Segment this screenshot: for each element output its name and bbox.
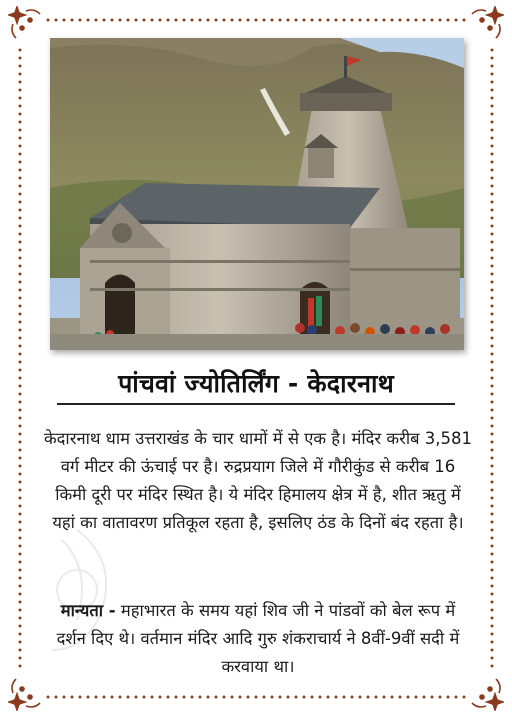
kedarnath-temple-photo xyxy=(50,38,464,350)
belief-text: महाभारत के समय यहां शिव जी ने पांडवों को बेल रूप में दर्शन दिए थे। वर्तमान मंदिर आदि गुरु शंकराचार्य ने 8वीं-9वीं सदी में करवाया था। xyxy=(56,601,460,676)
belief-label: मान्यता - xyxy=(60,601,116,620)
title-underline xyxy=(57,403,455,405)
corner-ornament-icon xyxy=(470,6,504,40)
corner-ornament-icon xyxy=(470,677,504,711)
belief-paragraph xyxy=(44,597,472,681)
corner-ornament-icon xyxy=(8,6,42,40)
border-top xyxy=(44,16,468,24)
border-right xyxy=(488,46,496,671)
corner-ornament-icon xyxy=(8,677,42,711)
page-title: पांचवां ज्योतिर्लिंग - केदारनाथ xyxy=(118,369,394,398)
temple-illustration xyxy=(50,38,464,350)
description-paragraph: केदारनाथ धाम उत्तराखंड के चार धामों में से एक है। मंदिर करीब 3,581 वर्ग मीटर की ऊंचाई पर है। रुद्रप्रयाग जिले में गौरीकुंड से करीब 16 किमी दूरी पर मंदिर स्थित है। ये मंदिर हिमालय क्षेत्र में है, शीत ऋतु में यहां का वातावरण प्रतिकूल रहता है, इसलिए ठंड के दिनों बंद रहता है। xyxy=(44,429,473,532)
border-bottom xyxy=(44,693,468,701)
